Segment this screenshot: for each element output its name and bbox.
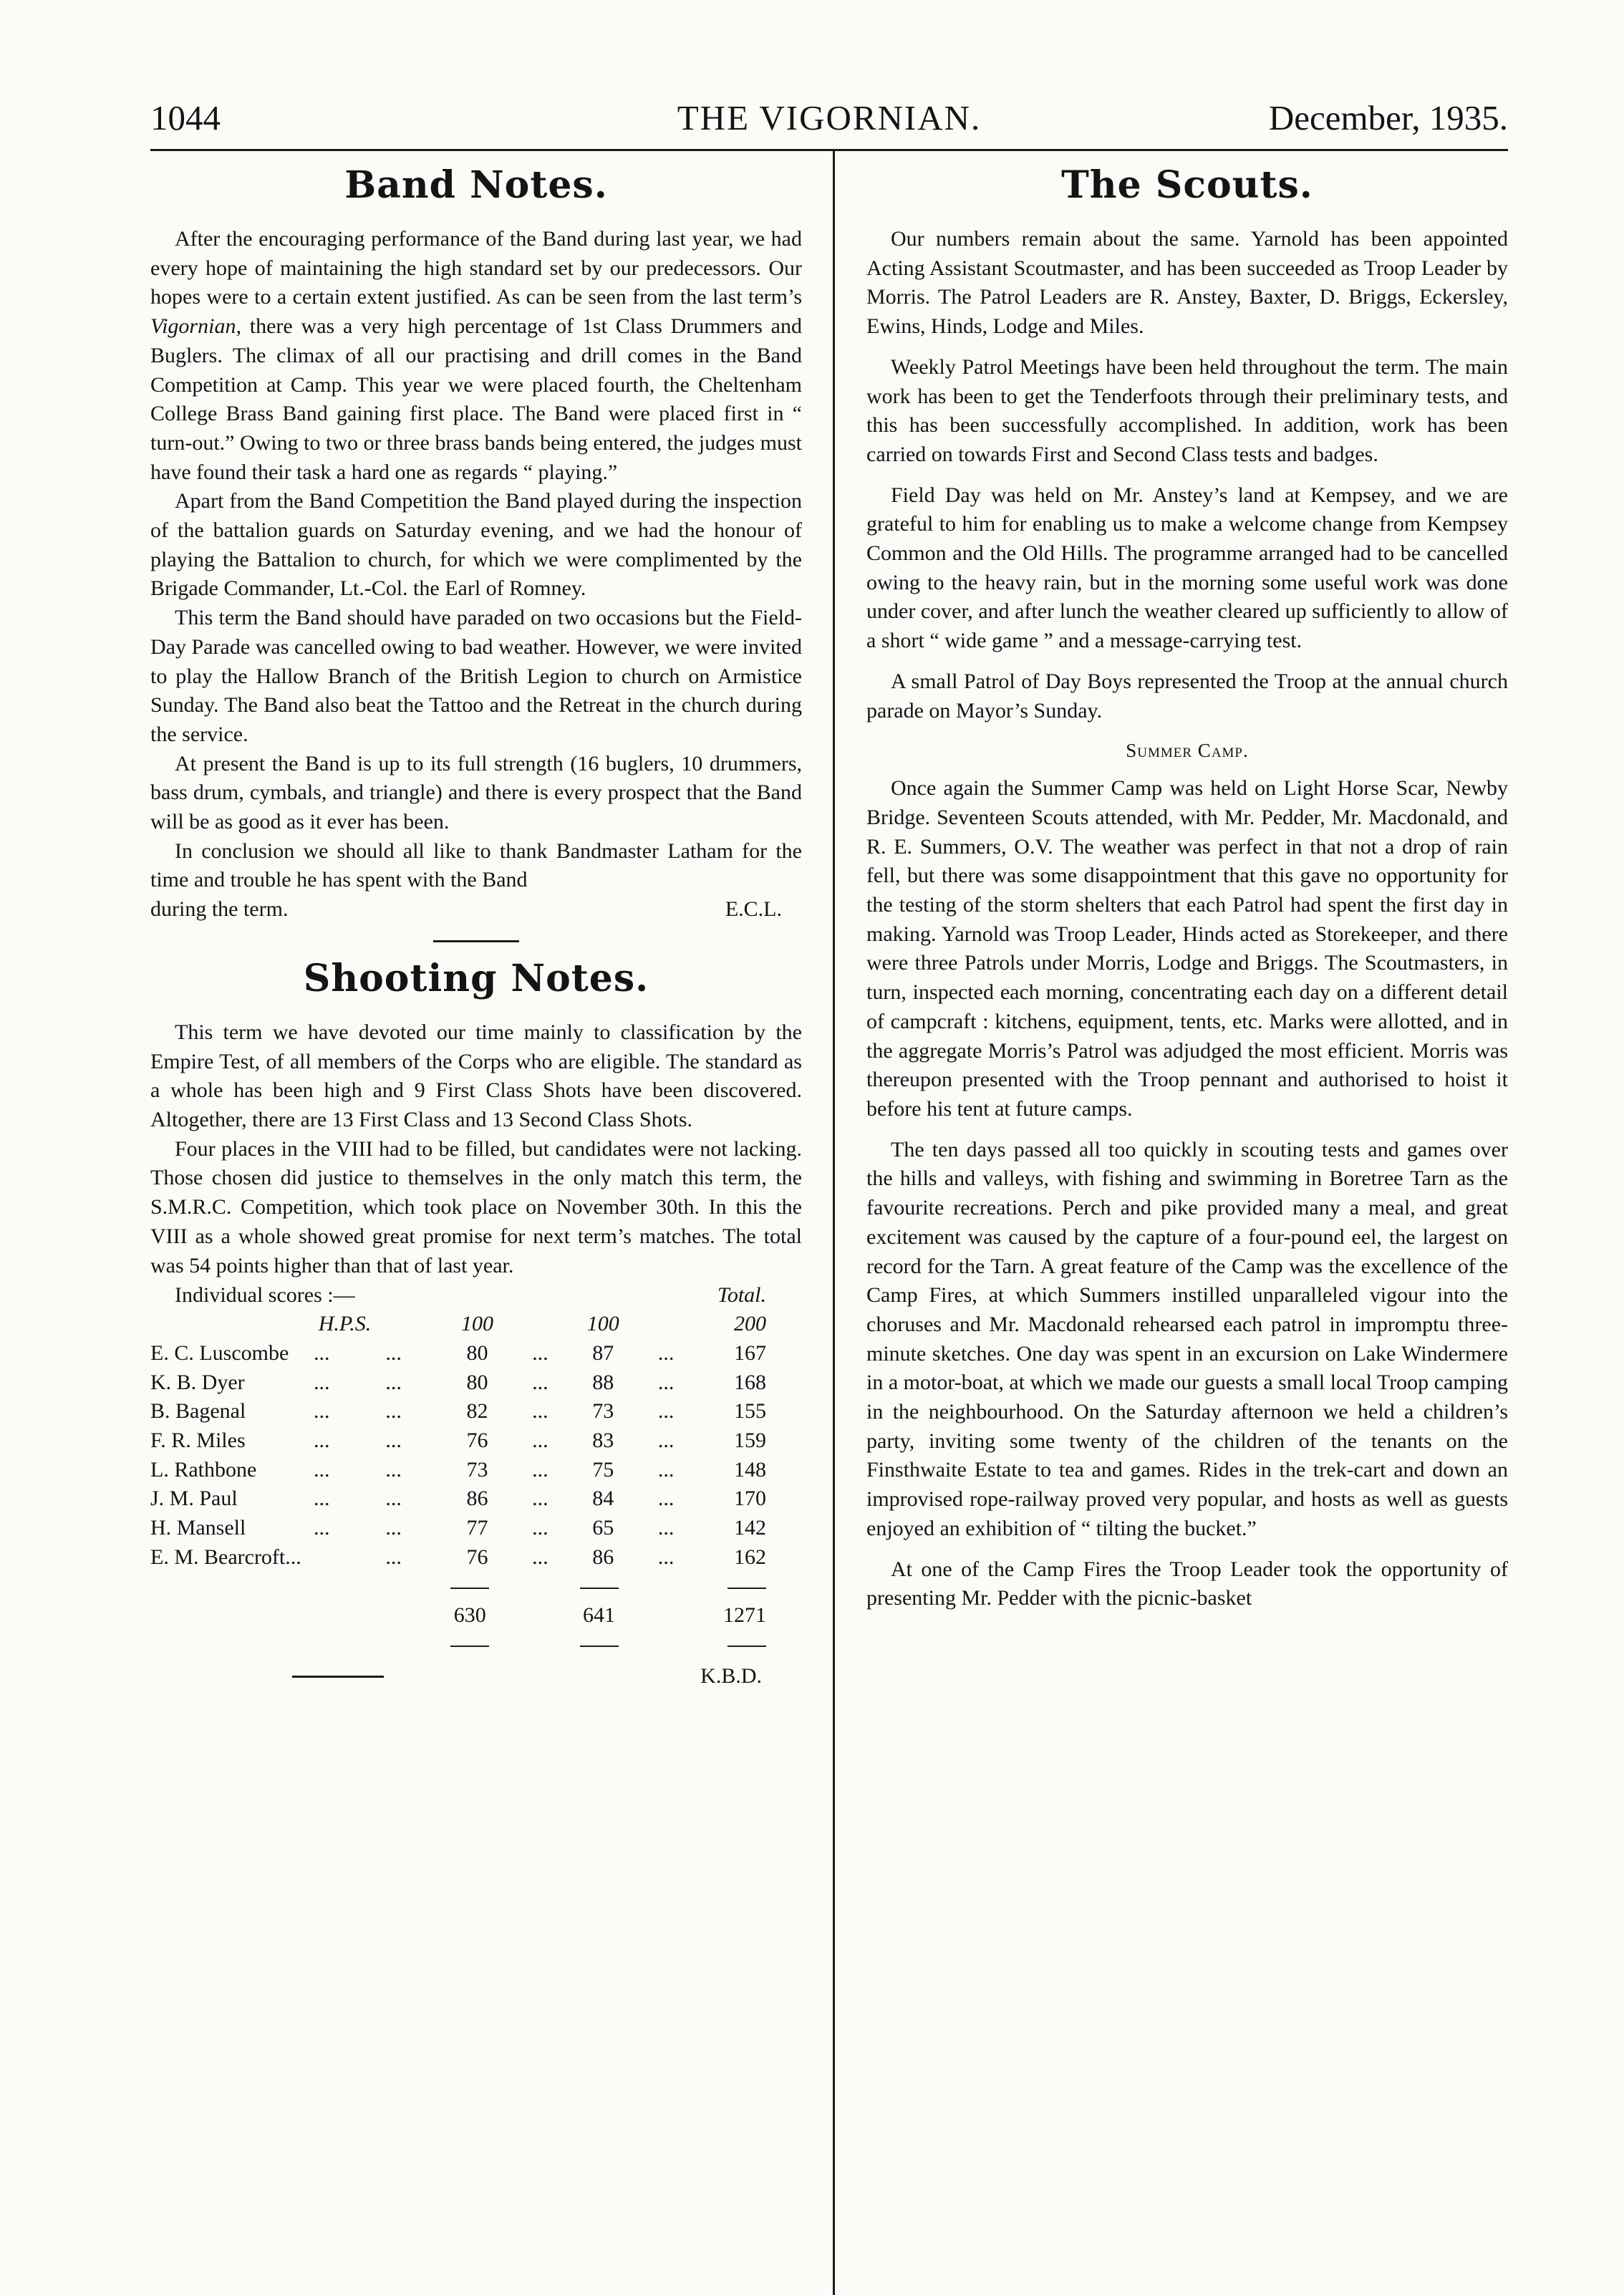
shooter-name: E. C. Luscombe ... <box>150 1340 330 1365</box>
scouts-paragraph: A small Patrol of Day Boys represented the Troop at the annual church parade on Mayor’s Sunday. <box>866 669 1508 723</box>
table-row <box>150 1397 766 1426</box>
total-max: 200 <box>734 1312 766 1336</box>
score-1: 77 <box>466 1516 488 1540</box>
leader-dots: ... <box>385 1487 402 1511</box>
leader-dots: ... <box>385 1428 402 1452</box>
leader-dots: ... <box>532 1487 548 1511</box>
leader-dots: ... <box>385 1545 402 1569</box>
score-1: 73 <box>466 1457 488 1482</box>
leader-dots: ... <box>385 1457 402 1482</box>
score-2: 83 <box>592 1428 614 1452</box>
table-row <box>150 1514 766 1543</box>
band-notes-signature: E.C.L. <box>725 897 782 922</box>
right-column <box>866 159 1508 1613</box>
shooting-notes-signature: K.B.D. <box>700 1664 762 1688</box>
leader-dots: ... <box>657 1340 675 1365</box>
shooting-notes-title: Shooting Notes. <box>303 956 649 1000</box>
score-2: 73 <box>592 1399 614 1424</box>
leader-dots: ... <box>385 1516 402 1540</box>
score-total: 167 <box>734 1340 766 1365</box>
band-notes-paragraph: After the encouraging performance of the Band during last year, we had every hope of maintaining the high standard set by our predecessors. Our hopes were to a certain extent justified. As can be seen from the last term’s Vigornian, there was a very high percentage of 1st Class Drummers and Buglers. The climax of all our practising and drill comes in the Band Competition at Camp. This year we were placed fourth, the Cheltenham College Brass Band gaining first place. The Band were placed first in “ turn-out.” Owing to two or three brass bands being entered, the judges must have found their task a hard one as regards “ playing.” <box>150 227 802 484</box>
table-row <box>150 1484 766 1514</box>
leader-dots: ... <box>532 1428 548 1452</box>
col2-max: 100 <box>586 1312 619 1336</box>
band-notes-signoff: during the term. E.C.L. <box>150 895 802 924</box>
leader-dots: ... <box>385 1340 402 1365</box>
score-2: 88 <box>592 1370 614 1394</box>
score-total: 142 <box>734 1516 766 1540</box>
band-notes-title: Band Notes. <box>344 163 608 207</box>
table-row <box>150 1339 766 1368</box>
leader-dots: ... <box>657 1428 675 1452</box>
score-1: 82 <box>466 1399 488 1424</box>
scouts-paragraph: Once again the Summer Camp was held on Light Horse Scar, Newby Bridge. Seventeen Scouts attended, with Mr. Pedder, Mr. Macdonald, and R. E. Summers, O.V. The weather was perfect in that not a drop of rain fell, but there was some disappointment that this gave no opportunity for the testing of the storm shelters that each Patrol had spent the first day in making. Yarnold was Troop Leader, Hinds acted as Storekeeper, and there were three Patrols under Morris, Lodge and Briggs. The Scoutmasters, in turn, inspected each morning, concentrating each day on a different detail of campcraft : kitchens, equipment, tents, etc. Marks were allotted, and in the aggregate Morris’s Patrol was adjudged the most efficient. Morris was thereupon presented with the Troop pennant and authorised to hoist it before his tent at future camps. <box>866 776 1508 1121</box>
leader-dots: ... <box>532 1545 548 1569</box>
leader-dots: ... <box>532 1340 548 1365</box>
score-total: 155 <box>734 1399 766 1424</box>
band-notes-paragraph: Apart from the Band Competition the Band played during the inspection of the battalion guards on Saturday evening, and we had the honour of playing the Battalion to church, for which we were complimented by the Brigade Commander, Lt.-Col. the Earl of Romney. <box>150 489 802 601</box>
sum-col1: 630 <box>453 1603 486 1628</box>
leader-dots: ... <box>657 1516 675 1540</box>
leader-dots: ... <box>657 1399 675 1424</box>
shooter-name: K. B. Dyer ... <box>150 1370 330 1394</box>
scores-intro: Individual scores :— <box>175 1282 355 1307</box>
band-notes-paragraph: In conclusion we should all like to thank Bandmaster Latham for the time and trouble he has spent with the Band <box>150 839 802 892</box>
score-total: 168 <box>734 1370 766 1394</box>
shooter-name: J. M. Paul ... <box>150 1487 330 1511</box>
hps-label: H.P.S. <box>318 1312 372 1336</box>
table-row <box>150 1368 766 1397</box>
leader-dots: ... <box>657 1545 675 1569</box>
running-head <box>150 97 1508 143</box>
leader-dots: ... <box>532 1516 548 1540</box>
leader-dots: ... <box>657 1487 675 1511</box>
scouts-paragraph: Field Day was held on Mr. Anstey’s land at Kempsey, and we are grateful to him for enabling us to make a welcome change from Kempsey Common and the Old Hills. The programme arranged had to be cancelled owing to the heavy rain, but in the morning some useful work was done under cover, and after lunch the weather cleared up sufficiently to allow of a short “ wide game ” and a message-carrying test. <box>866 483 1508 653</box>
shooter-name: F. R. Miles ... <box>150 1428 330 1452</box>
leader-dots: ... <box>532 1370 548 1394</box>
shooter-name: E. M. Bearcroft... <box>150 1545 301 1569</box>
leader-dots: ... <box>385 1370 402 1394</box>
scouts-paragraph: The ten days passed all too quickly in scouting tests and games over the hills and valleys, with fishing and swimming in Boretree Tarn as the favourite recreations. Perch and pike provided many a meal, and great excitement was caused by the capture of a four-pound eel, the largest on record for the Tarn. A great feature of the Camp was the excellence of the Camp Fires, at which Summers instilled unparalleled vigour into the choruses and Mr. Macdonald rehearsed each patrol in impromptu three-minute sketches. One day was spent in an excursion on Lake Windermere in a motor-boat, at which we made our guests a small local Troop camping in the neighbourhood. On the Saturday afternoon we held a children’s party, inviting some twenty of the children of the tenants on the Finsthwaite Estate to tea and games. Rides in the trek-cart and down an improvised rope-railway proved very popular, and hosts as well as guests enjoyed an exhibition of “ tilting the bucket.” <box>866 1137 1508 1540</box>
shooter-name: B. Bagenal ... <box>150 1399 330 1424</box>
shooting-notes-paragraph: This term we have devoted our time mainly to classification by the Empire Test, of all members of the Corps who are eligible. The standard as a whole has been high and 9 First Class Shots have been discovered. Altogether, there are 13 First Class and 13 Second Class Shots. <box>150 1020 802 1131</box>
col1-max: 100 <box>460 1312 493 1336</box>
score-2: 65 <box>592 1516 614 1540</box>
score-2: 86 <box>592 1545 614 1569</box>
score-1: 76 <box>466 1428 488 1452</box>
score-1: 86 <box>466 1487 488 1511</box>
closing-rule <box>292 1676 384 1678</box>
scouts-paragraph: Weekly Patrol Meetings have been held throughout the term. The main work has been to get the Tenderfoots through their preliminary tests, and this has been successfully accomplished. In addition, work has been carried on towards First and Second Class tests and badges. <box>866 354 1508 466</box>
shooting-notes-paragraph: Four places in the VIII had to be filled, but candidates were not lacking. Those chosen did justice to themselves in the only match this term, the S.M.R.C. Competition, which took place on November 30th. In this the VIII as a whole showed great promise for next term’s matches. The total was 54 points higher than that of last year. <box>150 1136 802 1277</box>
score-2: 75 <box>592 1457 614 1482</box>
scouts-paragraph: Our numbers remain about the same. Yarnold has been appointed Acting Assistant Scoutmaster, and has been succeeded as Troop Leader by Morris. The Patrol Leaders are R. Anstey, Baxter, D. Briggs, Eckersley, Ewins, Hinds, Lodge and Miles. <box>866 227 1508 339</box>
scouts-paragraph: At one of the Camp Fires the Troop Leader took the opportunity of presenting Mr. Pedder with the picnic-basket <box>866 1557 1508 1610</box>
issue-date: December, 1935. <box>1268 98 1508 137</box>
shooter-name: H. Mansell ... <box>150 1516 330 1540</box>
shooter-name: L. Rathbone ... <box>150 1457 330 1482</box>
score-1: 76 <box>466 1545 488 1569</box>
score-2: 87 <box>592 1340 614 1365</box>
score-total: 159 <box>734 1428 766 1452</box>
header-rule <box>150 149 1508 151</box>
score-total: 170 <box>734 1487 766 1511</box>
leader-dots: ... <box>385 1399 402 1424</box>
table-row <box>150 1455 766 1484</box>
leader-dots: ... <box>532 1457 548 1482</box>
table-row <box>150 1542 766 1572</box>
left-column <box>150 159 802 1691</box>
shooting-notes-signoff <box>150 1662 766 1691</box>
summer-camp-heading: Summer Camp. <box>1126 740 1249 762</box>
page-number: 1044 <box>150 98 221 137</box>
journal-title: THE VIGORNIAN. <box>677 98 982 137</box>
sum-total: 1271 <box>723 1603 766 1628</box>
score-1: 80 <box>466 1340 488 1365</box>
band-notes-paragraph: This term the Band should have paraded on two occasions but the Field-Day Parade was cancelled owing to bad weather. However, we were invited to play the Hallow Branch of the British Legion to church on Armistice Sunday. The Band also beat the Tattoo and the Retreat in the church during the service. <box>150 606 802 746</box>
score-total: 162 <box>734 1545 766 1569</box>
leader-dots: ... <box>532 1399 548 1424</box>
sum-col2: 641 <box>583 1603 615 1628</box>
score-1: 80 <box>466 1370 488 1394</box>
scores-totals <box>150 1572 766 1659</box>
leader-dots: ... <box>657 1370 675 1394</box>
scouts-title: The Scouts. <box>1061 163 1313 207</box>
leader-dots: ... <box>657 1457 675 1482</box>
total-label: Total. <box>717 1282 766 1307</box>
section-divider <box>433 940 519 942</box>
band-notes-paragraph: At present the Band is up to its full strength (16 buglers, 10 drummers, bass drum, cymbals, and triangle) and there is every prospect that the Band will be as good as it ever has been. <box>150 751 802 834</box>
table-row <box>150 1426 766 1456</box>
column-divider <box>833 150 835 2295</box>
individual-scores-table <box>150 1280 766 1572</box>
score-total: 148 <box>734 1457 766 1482</box>
score-2: 84 <box>592 1487 614 1511</box>
